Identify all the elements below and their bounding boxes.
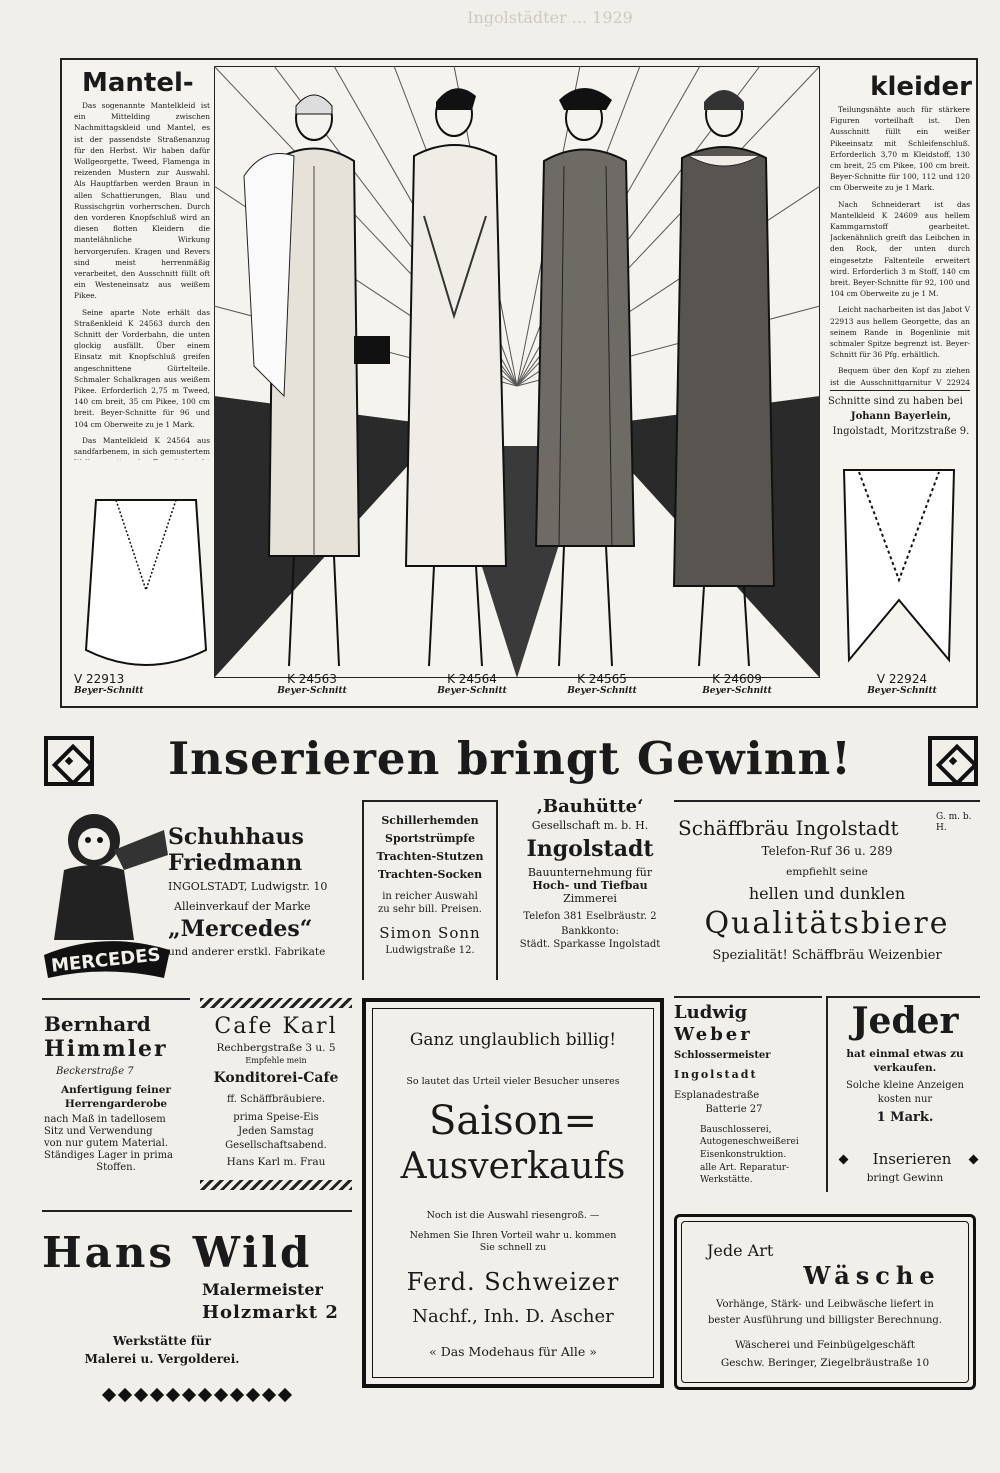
diamond-icon	[262, 1388, 276, 1402]
logo-mercedes: MERCEDES	[50, 944, 162, 977]
saison-big2: Ausverkaufs	[400, 1146, 626, 1187]
schnitte-line: Ingolstadt, Moritzstraße 9.	[832, 426, 970, 437]
left-paragraph: Seine aparte Note erhält das Straßenkleid K 24563 durch den Schnitt der Vorderbahn, die unten glockig ausfällt. Über einem Einsatz mit Knopfschluß greifen angeschnittene Gürtelteile. Schmaler Schalkragen aus weißem Pikee. Erforderlich 2,75 m Tweed, 140 cm breit, 35 cm Pikee, 100 cm breit. Beyer-Schnitte für 96 und 104 cm Oberweite zu je 1 Mark.	[74, 307, 210, 429]
sonn-line: Ludwigstraße 12.	[385, 945, 475, 956]
weber-line: Bauschlosserei, Autogeneschweißerei	[700, 1125, 799, 1147]
wild-line: Malerei u. Vergolderei.	[84, 1352, 240, 1366]
weber-line: alle Art. Reparatur-Werkstätte.	[700, 1163, 790, 1185]
wild-diamond-row	[42, 1390, 352, 1402]
jeder-line: hat einmal etwas zu	[846, 1048, 964, 1060]
schaeff-top-rule	[674, 800, 980, 802]
himmler-line: Ständiges Lager in prima	[44, 1150, 174, 1161]
weber-line: Schlossermeister	[674, 1050, 771, 1061]
himmler-top-rule	[42, 998, 190, 1000]
waesche-title: Wäsche	[803, 1261, 941, 1290]
saison-firm2: Nachf., Inh. D. Ascher	[412, 1306, 614, 1327]
bauhuette-city: Ingolstadt	[526, 836, 654, 862]
ad-jeder	[826, 996, 980, 1196]
bauhuette-line: Zimmerei	[563, 892, 617, 905]
sonn-line: Sportstrümpfe	[385, 832, 475, 845]
cafe-line: ff. Schäffbräubiere.	[226, 1094, 326, 1105]
schaeff-line: Spezialität! Schäffbräu Weizenbier	[712, 948, 942, 963]
diamond-icon	[246, 1388, 260, 1402]
himmler-name1: Bernhard	[44, 1012, 151, 1036]
figure-label-v22913	[74, 672, 194, 702]
figure-label-k24565	[542, 672, 662, 702]
left-title: Mantel-	[82, 68, 194, 98]
saison-headline: Ganz unglaublich billig!	[409, 1030, 617, 1050]
ad-hans-wild	[42, 1210, 352, 1406]
wild-line: Holzmarkt 2	[202, 1302, 339, 1323]
jeder-line: verkaufen.	[873, 1062, 937, 1074]
bauhuette-line: Gesellschaft m. b. H.	[531, 819, 649, 832]
saison-slogan: « Das Modehaus für Alle »	[429, 1344, 597, 1359]
weber-line: Eisenkonstruktion.	[700, 1150, 787, 1160]
figure-code: K 24565	[577, 672, 627, 686]
figure-sub: Beyer-Schnitt	[74, 686, 144, 696]
schnitte-line: Schnitte sind zu haben bei	[828, 396, 963, 407]
wild-line: Malermeister	[202, 1280, 323, 1299]
jeder-inserieren: Inserieren	[872, 1150, 952, 1168]
schaeff-biere: Qualitätsbiere	[704, 906, 950, 941]
ad-friedmann	[44, 800, 354, 980]
diamond-icon	[150, 1388, 164, 1402]
right-paragraph: Teilungsnähte auch für stärkere Figuren vorteilhaft ist. Den Ausschnitt füllt ein weißer Pikeeinsatz mit Schleifenschluß. Erforderlich 3,70 m Kleidstoff, 130 cm breit, 25 cm Pikee, 100 cm breit. Beyer-Schnitte für 100, 112 und 120 cm Oberweite zu je 1 Mark.	[830, 105, 970, 193]
saison-line: Nehmen Sie Ihren Vorteil wahr u. kommen	[409, 1230, 617, 1241]
bauhuette-line: Telefon 381 Eselbräustr. 2	[523, 911, 657, 922]
diamond-icon	[230, 1388, 244, 1402]
sonn-line: zu sehr bill. Preisen.	[378, 904, 482, 915]
waesche-line: bester Ausführung und billigster Berechnung.	[708, 1315, 942, 1326]
friedmann-line1: Schuhhaus	[168, 824, 304, 850]
weber-line: Batterie 27	[705, 1104, 763, 1115]
jeder-left-rule	[826, 996, 828, 1192]
figure-sub: Beyer-Schnitt	[702, 686, 772, 696]
right-paragraph: Leicht nacharbeiten ist das Jabot V 22913 aus hellem Georgette, das an seinem Rande in Bogenlinie mit schmaler Spitze begrenzt ist. Beyer-Schnitt für 36 Pfg. erhältlich.	[830, 305, 970, 360]
cafe-line: Konditorei-Cafe	[213, 1070, 339, 1086]
figure-sub: Beyer-Schnitt	[437, 686, 507, 696]
friedmann-line6: und anderer erstkl. Fabrikate	[168, 946, 326, 958]
jeder-line: Solche kleine Anzeigen	[846, 1080, 964, 1091]
himmler-line: nach Maß in tadellosem	[44, 1114, 166, 1125]
diamond-icon	[118, 1388, 132, 1402]
friedmann-line4: Alleinverkauf der Marke	[174, 900, 311, 913]
banner-icon-right	[928, 736, 978, 786]
saison-line: Sie schnell zu	[479, 1242, 547, 1253]
figure-k24609	[674, 90, 774, 666]
weber-line: Esplanadestraße	[674, 1090, 760, 1101]
himmler-line: Sitz und Verwendung	[44, 1126, 153, 1137]
figure-label-v22924	[842, 672, 962, 702]
diamond-icon	[214, 1388, 228, 1402]
ad-cafe-karl	[200, 998, 352, 1196]
himmler-line: von nur gutem Material.	[44, 1138, 169, 1149]
saison-big1: Saison=	[429, 1098, 597, 1144]
bauhuette-line: Hoch- und Tiefbau	[532, 879, 648, 892]
right-paragraph: Bequem über den Kopf zu ziehen ist die Ausschnittgarnitur V 22924	[830, 366, 970, 386]
bauhuette-line: Städt. Sparkasse Ingolstadt	[519, 939, 661, 950]
sonn-line: Trachten-Socken	[377, 868, 483, 881]
sonn-line: in reicher Auswahl	[382, 891, 478, 902]
weber-top-rule	[674, 996, 822, 998]
schaeff-line: Telefon-Ruf 36 u. 289	[761, 844, 893, 858]
wild-line: Werkstätte für	[113, 1334, 211, 1348]
schaeff-gmbh: G. m. b. H.	[936, 812, 972, 833]
bullet-diamond-icon	[839, 1155, 849, 1165]
friedmann-address: INGOLSTADT, Ludwigstr. 10	[168, 880, 328, 893]
himmler-line: Herrengarderobe	[64, 1098, 168, 1110]
ad-saison	[362, 998, 664, 1388]
cafe-line: Rechbergstraße 3 u. 5	[216, 1042, 336, 1054]
cafe-zigzag-bottom	[200, 1180, 352, 1190]
waesche-line: Jede Art	[707, 1241, 774, 1260]
diamond-icon	[182, 1388, 196, 1402]
fashion-panel	[60, 58, 978, 708]
schnitte-line: Johann Bayerlein,	[850, 411, 952, 422]
sonn-line: Schillerhemden	[381, 814, 479, 827]
schaeff-line: hellen und dunklen	[748, 884, 906, 903]
collar-v22924-drawing	[834, 460, 964, 670]
schaeff-title: Schäffbräu Ingolstadt	[678, 816, 899, 840]
left-article	[74, 100, 210, 460]
cafe-zigzag-top	[200, 998, 352, 1008]
collar-v22913-drawing	[76, 490, 216, 670]
ad-schaeffbraeu	[674, 796, 980, 976]
jeder-price: 1 Mark.	[876, 1110, 934, 1125]
figure-label-k24563	[252, 672, 372, 702]
figure-label-k24609	[672, 672, 802, 702]
figure-sub: Beyer-Schnitt	[277, 686, 347, 696]
right-title: kleider	[870, 72, 972, 102]
right-paragraph: Nach Schneiderart ist das Mantelkleid K 24609 aus hellem Kammgarnstoff gearbeitet. Jackenähnlich greift das Leibchen in den Rock, der unten durch eingesetzte Faltenteile erweitert wird. Erforderlich 3 m Stoff, 140 cm breit. Beyer-Schnitte für 92, 100 und 104 cm Oberweite zu je 1 M.	[830, 199, 970, 299]
diamond-icon	[278, 1388, 292, 1402]
cafe-line: Gesellschaftsabend.	[225, 1140, 327, 1151]
left-paragraph: Das Mantelkleid K 24564 aus sandfarbenem, in sich gemustertem	[74, 435, 210, 457]
cafe-line: Hans Karl m. Frau	[226, 1156, 326, 1168]
figure-code: K 24564	[447, 672, 497, 686]
jeder-top-rule	[826, 996, 980, 998]
himmler-line: Anfertigung feiner	[61, 1084, 171, 1096]
cafe-line: Empfehle mein	[245, 1056, 307, 1065]
fashion-illustration	[214, 66, 820, 678]
saison-line: So lautet das Urteil vieler Besucher unseres	[406, 1076, 620, 1087]
banner-diamond-icon	[52, 744, 94, 786]
sonn-name: Simon Sonn	[379, 924, 481, 942]
jeder-line: kosten nur	[877, 1094, 933, 1105]
left-paragraph: Das sogenannte Mantelkleid ist ein Mittelding zwischen Nachmittagskleid und Mantel, es ist der passendste Straßenanzug für den Herbst. Wir haben dafür Wollgeorgette, Tweed, Flamenga in reizenden Mustern zur Auswahl. Als Hauptfarben werden Braun in allen Schattierungen, Blau und Russischgrün vorherrschen. Durch den vorderen Knopfschluß wird an diesen flotten Kleidern die mantelähnliche Wirkung hervorgerufen. Kragen und Revers sind meist herrenmäßig verarbeitet, den Ausschnitt füllt oft ein Westeneinsatz aus weißem Pikee.	[74, 101, 210, 301]
figure-code: V 22924	[876, 672, 928, 686]
figure-sub: Beyer-Schnitt	[867, 686, 937, 696]
friedmann-line2: Friedmann	[168, 850, 303, 876]
wild-top-rule	[42, 1210, 352, 1212]
himmler-line: Beckerstraße 7	[56, 1066, 134, 1077]
weber-line: Ingolstadt	[674, 1068, 758, 1081]
waesche-line: Vorhänge, Stärk- und Leibwäsche liefert in	[716, 1299, 934, 1310]
figure-label-k24564	[412, 672, 532, 702]
saison-line: Noch ist die Auswahl riesengroß. —	[426, 1210, 600, 1221]
bauhuette-line: Bauunternehmung für	[527, 866, 653, 879]
diamond-icon	[102, 1388, 116, 1402]
saison-firm: Ferd. Schweizer	[406, 1268, 620, 1296]
right-article	[830, 104, 970, 386]
banner-title: Inserieren bringt Gewinn!	[168, 732, 852, 785]
schnitte-notice	[828, 394, 974, 454]
diamond-icon	[198, 1388, 212, 1402]
ad-bauhuette	[510, 796, 670, 996]
schaeff-line: empfiehlt seine	[786, 866, 868, 878]
right-rule	[830, 390, 970, 391]
cafe-line: prima Speise-Eis	[233, 1112, 319, 1123]
diamond-icon	[134, 1388, 148, 1402]
weber-name1: Ludwig	[674, 1002, 748, 1023]
waesche-line: Geschw. Beringer, Ziegelbräustraße 10	[720, 1357, 930, 1369]
wild-name: Hans Wild	[42, 1228, 313, 1277]
cafe-title: Cafe Karl	[214, 1014, 338, 1039]
bauhuette-title: ‚Bauhütte‘	[536, 796, 644, 817]
jeder-title: Jeder	[851, 1000, 959, 1042]
weber-name2: Weber	[674, 1024, 753, 1045]
banner-icon-left	[44, 736, 94, 786]
himmler-line: Stoffen.	[96, 1162, 136, 1173]
waesche-line: Wäscherei und Feinbügelgeschäft	[734, 1339, 916, 1351]
ad-simon-sonn	[362, 800, 498, 980]
sonn-line: Trachten-Stutzen	[376, 850, 484, 863]
ad-himmler	[42, 998, 190, 1206]
faded-header: Ingolstädter ... 1929	[467, 8, 633, 27]
figure-code: V 22913	[74, 672, 125, 686]
diamond-icon	[166, 1388, 180, 1402]
figure-code: K 24609	[712, 672, 762, 686]
ad-waesche	[674, 1214, 976, 1390]
jeder-gewinn: bringt Gewinn	[866, 1172, 944, 1184]
friedmann-brand: „Mercedes“	[168, 916, 313, 942]
ad-weber	[674, 996, 822, 1196]
fashion-drawing	[214, 66, 820, 678]
banner-diamond-icon	[936, 744, 978, 786]
figure-code: K 24563	[287, 672, 337, 686]
figure-sub: Beyer-Schnitt	[567, 686, 637, 696]
bauhuette-line: Bankkonto:	[561, 926, 619, 937]
himmler-name2: Himmler	[44, 1036, 168, 1062]
cafe-line: Jeden Samstag	[238, 1126, 314, 1137]
